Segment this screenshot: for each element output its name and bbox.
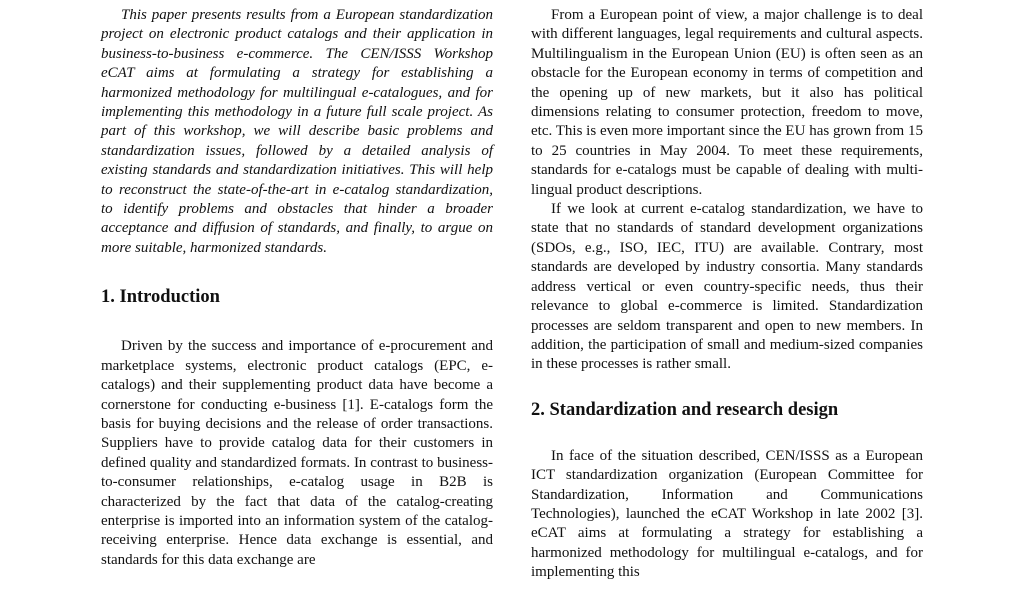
- section-heading-research-design: 2. Standardization and research design: [531, 399, 839, 420]
- research-design-paragraph: In face of the situation described, CEN/ISSS as a European ICT standardization organization (European Committee for Standardization, Information and Communications Technologies), launched the eCAT Workshop in late 2002 [3]. eCAT aims at formulating a strategy for establishing a harmonized methodology for multilingual e-catalogs, and for implementing this: [531, 447, 923, 581]
- right-paragraph-multilingualism: From a European point of view, a major challenge is to deal with different languages, legal requirements and cultural aspects. Multilingualism in the European Union (EU) is often seen as an obstacle for the European economy in terms of competition and the opening up of new markets, but it also has political dimensions relating to consumer protection, freedom to move, etc. This is even more important since the EU has grown from 15 to 25 countries in May 2004. To meet these requirements, standards for e-catalogs must be capable of dealing with multi-lingual product descriptions.: [531, 7, 923, 198]
- left-column: [101, 6, 493, 570]
- section-heading-introduction: 1. Introduction: [101, 287, 220, 308]
- introduction-paragraph: Driven by the success and importance of e-procurement and marketplace systems, electronic product catalogs (EPC, e-catalogs) and their supplementing product data have become a cornerstone for conducting e-business [1]. E-catalogs form the basis for buying decisions and the release of order transactions. Suppliers have to provide catalog data for their customers in defined quality and standardized formats. In contrast to business-to-consumer relationships, e-catalog usage in B2B is characterized by the fact that data of the catalog-creating enterprise is imported into an information system of the catalog-receiving enterprise. Hence data exchange is essential, and standards for this data exchange are: [101, 338, 493, 568]
- right-paragraph-standardization: If we look at current e-catalog standardization, we have to state that no standards of standard development organizations (SDOs, e.g., ISO, IEC, ITU) are available. Contrary, most standards are developed by industry consortia. Many standards address vertical or even country-specific needs, thus their relevance to global e-commerce is limited. Standardization processes are seldom transparent and open to new members. In addition, the participation of small and medium-sized companies in these processes is rather small.: [531, 201, 923, 373]
- right-column: [531, 6, 923, 583]
- abstract-text: This paper presents results from a European standardization project on electronic product catalogs and their application in business-to-business e-commerce. The CEN/ISSS Workshop eCAT aims at formulating a strategy for establishing a harmonized methodology for multilingual e-catalogues, and for implementing this methodology in a future full scale project. As part of this workshop, we will describe basic problems and standardization issues, followed by a detailed analysis of existing standards and standardization initiatives. This will help to reconstruct the state-of-the-art in e-catalog standardization, to identify problems and obstacles that hinder a broader acceptance and diffusion of standards, and finally, to argue on more suitable, harmonized standards.: [101, 7, 493, 256]
